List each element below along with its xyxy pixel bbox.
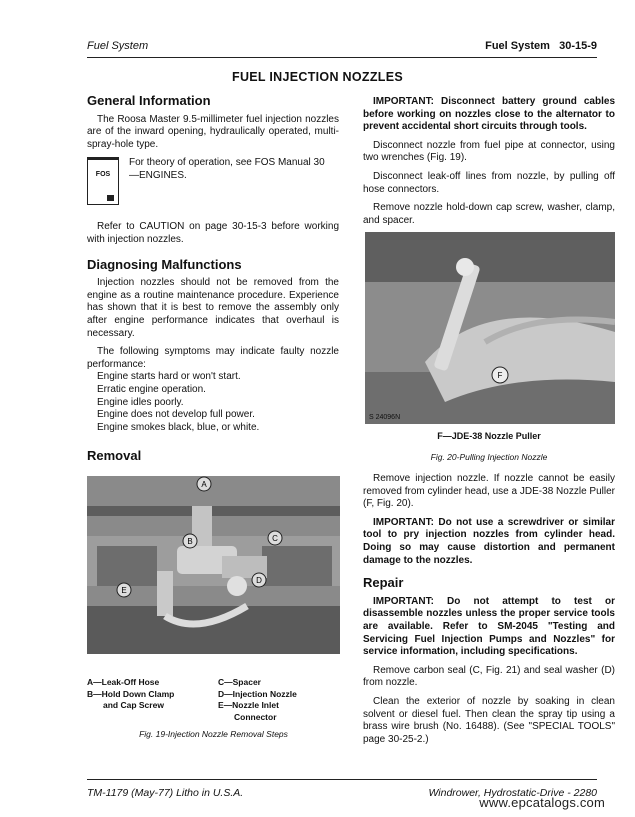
symptom-list	[97, 371, 339, 434]
right-column-top	[363, 96, 615, 233]
left-column	[87, 95, 339, 440]
right-paragraph-1: Disconnect nozzle from fuel pipe at connector, using two wrenches (Fig. 19).	[363, 139, 615, 164]
header-left: Fuel System	[87, 40, 149, 52]
diagnosing-heading: Diagnosing Malfunctions	[87, 256, 242, 272]
fos-text: For theory of operation, see FOS Manual 30—ENGINES.	[129, 157, 325, 181]
fos-manual-icon: FOS	[87, 157, 119, 205]
repair-heading: Repair	[363, 575, 404, 591]
general-paragraph-1: The Roosa Master 9.5-millimeter fuel injection nozzles are of the inward opening, hydraulically operated, multi-spray-hole type.	[87, 113, 339, 150]
fos-reference	[87, 157, 339, 205]
callout-e: E	[121, 586, 127, 595]
header-rule	[87, 57, 597, 58]
callout-c: C	[272, 534, 278, 543]
right-column-bottom	[363, 473, 615, 752]
footer-right: Windrower, Hydrostatic-Drive - 2280	[428, 787, 597, 799]
watermark[interactable]: www.epcatalogs.com	[479, 795, 605, 810]
diagnosing-paragraph-1: Injection nozzles should not be removed from the engine as a routine maintenance procedure. Experience has shown that it is best to remove the assembly only after engine performance indicates that overhaul is necessary.	[87, 277, 339, 339]
right-paragraph-3: Remove nozzle hold-down cap screw, washer, clamp, and spacer.	[363, 202, 615, 226]
diagnosing-paragraph-2: The following symptoms may indicate faulty nozzle performance:	[87, 346, 339, 370]
callout-b: B	[187, 537, 193, 546]
list-item: Engine starts hard or won't start.	[97, 371, 241, 383]
right-paragraph-5: Remove carbon seal (C, Fig. 21) and seal washer (D) from nozzle.	[363, 664, 615, 689]
figure-20-photo	[365, 232, 615, 424]
page-title: FUEL INJECTION NOZZLES	[232, 70, 403, 84]
figure-19-legend-right	[218, 677, 338, 723]
important-note-3: IMPORTANT: Do not attempt to test or disassemble nozzles unless the proper service tools are available. Refer to SM-2045 "Testing and Servicing Fuel Injection Pumps and Nozzles" for service information, including specifications.	[363, 595, 615, 658]
removal-heading-wrap	[87, 450, 339, 469]
list-item: Erratic engine operation.	[97, 383, 206, 395]
figure-19-legend-left	[87, 677, 207, 712]
figure-20-label: F—JDE-38 Nozzle Puller	[437, 431, 541, 441]
legend-item: E—Nozzle Inlet	[218, 700, 279, 710]
important-note-1: IMPORTANT: Disconnect battery ground cables before working on nozzles close to the alternator to prevent accidental short circuits through tools.	[363, 96, 615, 133]
callout-a: A	[201, 480, 207, 489]
important-note-2: IMPORTANT: Do not use a screwdriver or similar tool to pry injection nozzles from cylinder head. Doing so may cause distortion and permanent damage to the nozzles.	[363, 516, 615, 566]
callout-f: F	[497, 371, 503, 380]
right-paragraph-6: Clean the exterior of nozzle by soaking in clean solvent or diesel fuel. Then clean the spray tip using a brass wire brush (No. 16488). (See "SPECIAL TOOLS" page 30-25-2.)	[363, 695, 615, 745]
legend-item: Connector	[234, 711, 277, 722]
general-heading: General Information	[87, 93, 211, 108]
photo-code: S 24096N	[369, 414, 401, 421]
legend-item: A—Leak-Off Hose	[87, 677, 160, 687]
list-item: Engine idles poorly.	[97, 396, 184, 408]
right-paragraph-2: Disconnect leak-off lines from nozzle, by pulling off hose connectors.	[363, 170, 615, 195]
legend-item: D—Injection Nozzle	[218, 688, 297, 699]
figure-19-photo	[87, 476, 340, 654]
removal-heading: Removal	[87, 448, 142, 463]
list-item: Engine does not develop full power.	[97, 409, 255, 421]
footer-left: TM-1179 (May-77) Litho in U.S.A.	[87, 787, 244, 799]
callout-d: D	[256, 576, 262, 585]
figure-19-caption: Fig. 19-Injection Nozzle Removal Steps	[139, 729, 288, 739]
footer-rule	[87, 779, 597, 780]
legend-item: and Cap Screw	[103, 700, 164, 710]
header-right: Fuel System 30-15-9	[485, 40, 597, 52]
list-item: Engine smokes black, blue, or white.	[97, 421, 260, 433]
legend-item: B—Hold Down Clamp	[87, 688, 175, 699]
legend-item: C—Spacer	[218, 677, 261, 687]
general-paragraph-2: Refer to CAUTION on page 30-15-3 before working with injection nozzles.	[87, 221, 339, 245]
figure-20-caption: Fig. 20-Pulling Injection Nozzle	[430, 452, 548, 462]
right-paragraph-4: Remove injection nozzle. If nozzle cannot be easily removed from cylinder head, use a JDE-38 Nozzle Puller (F, Fig. 20).	[363, 473, 615, 510]
